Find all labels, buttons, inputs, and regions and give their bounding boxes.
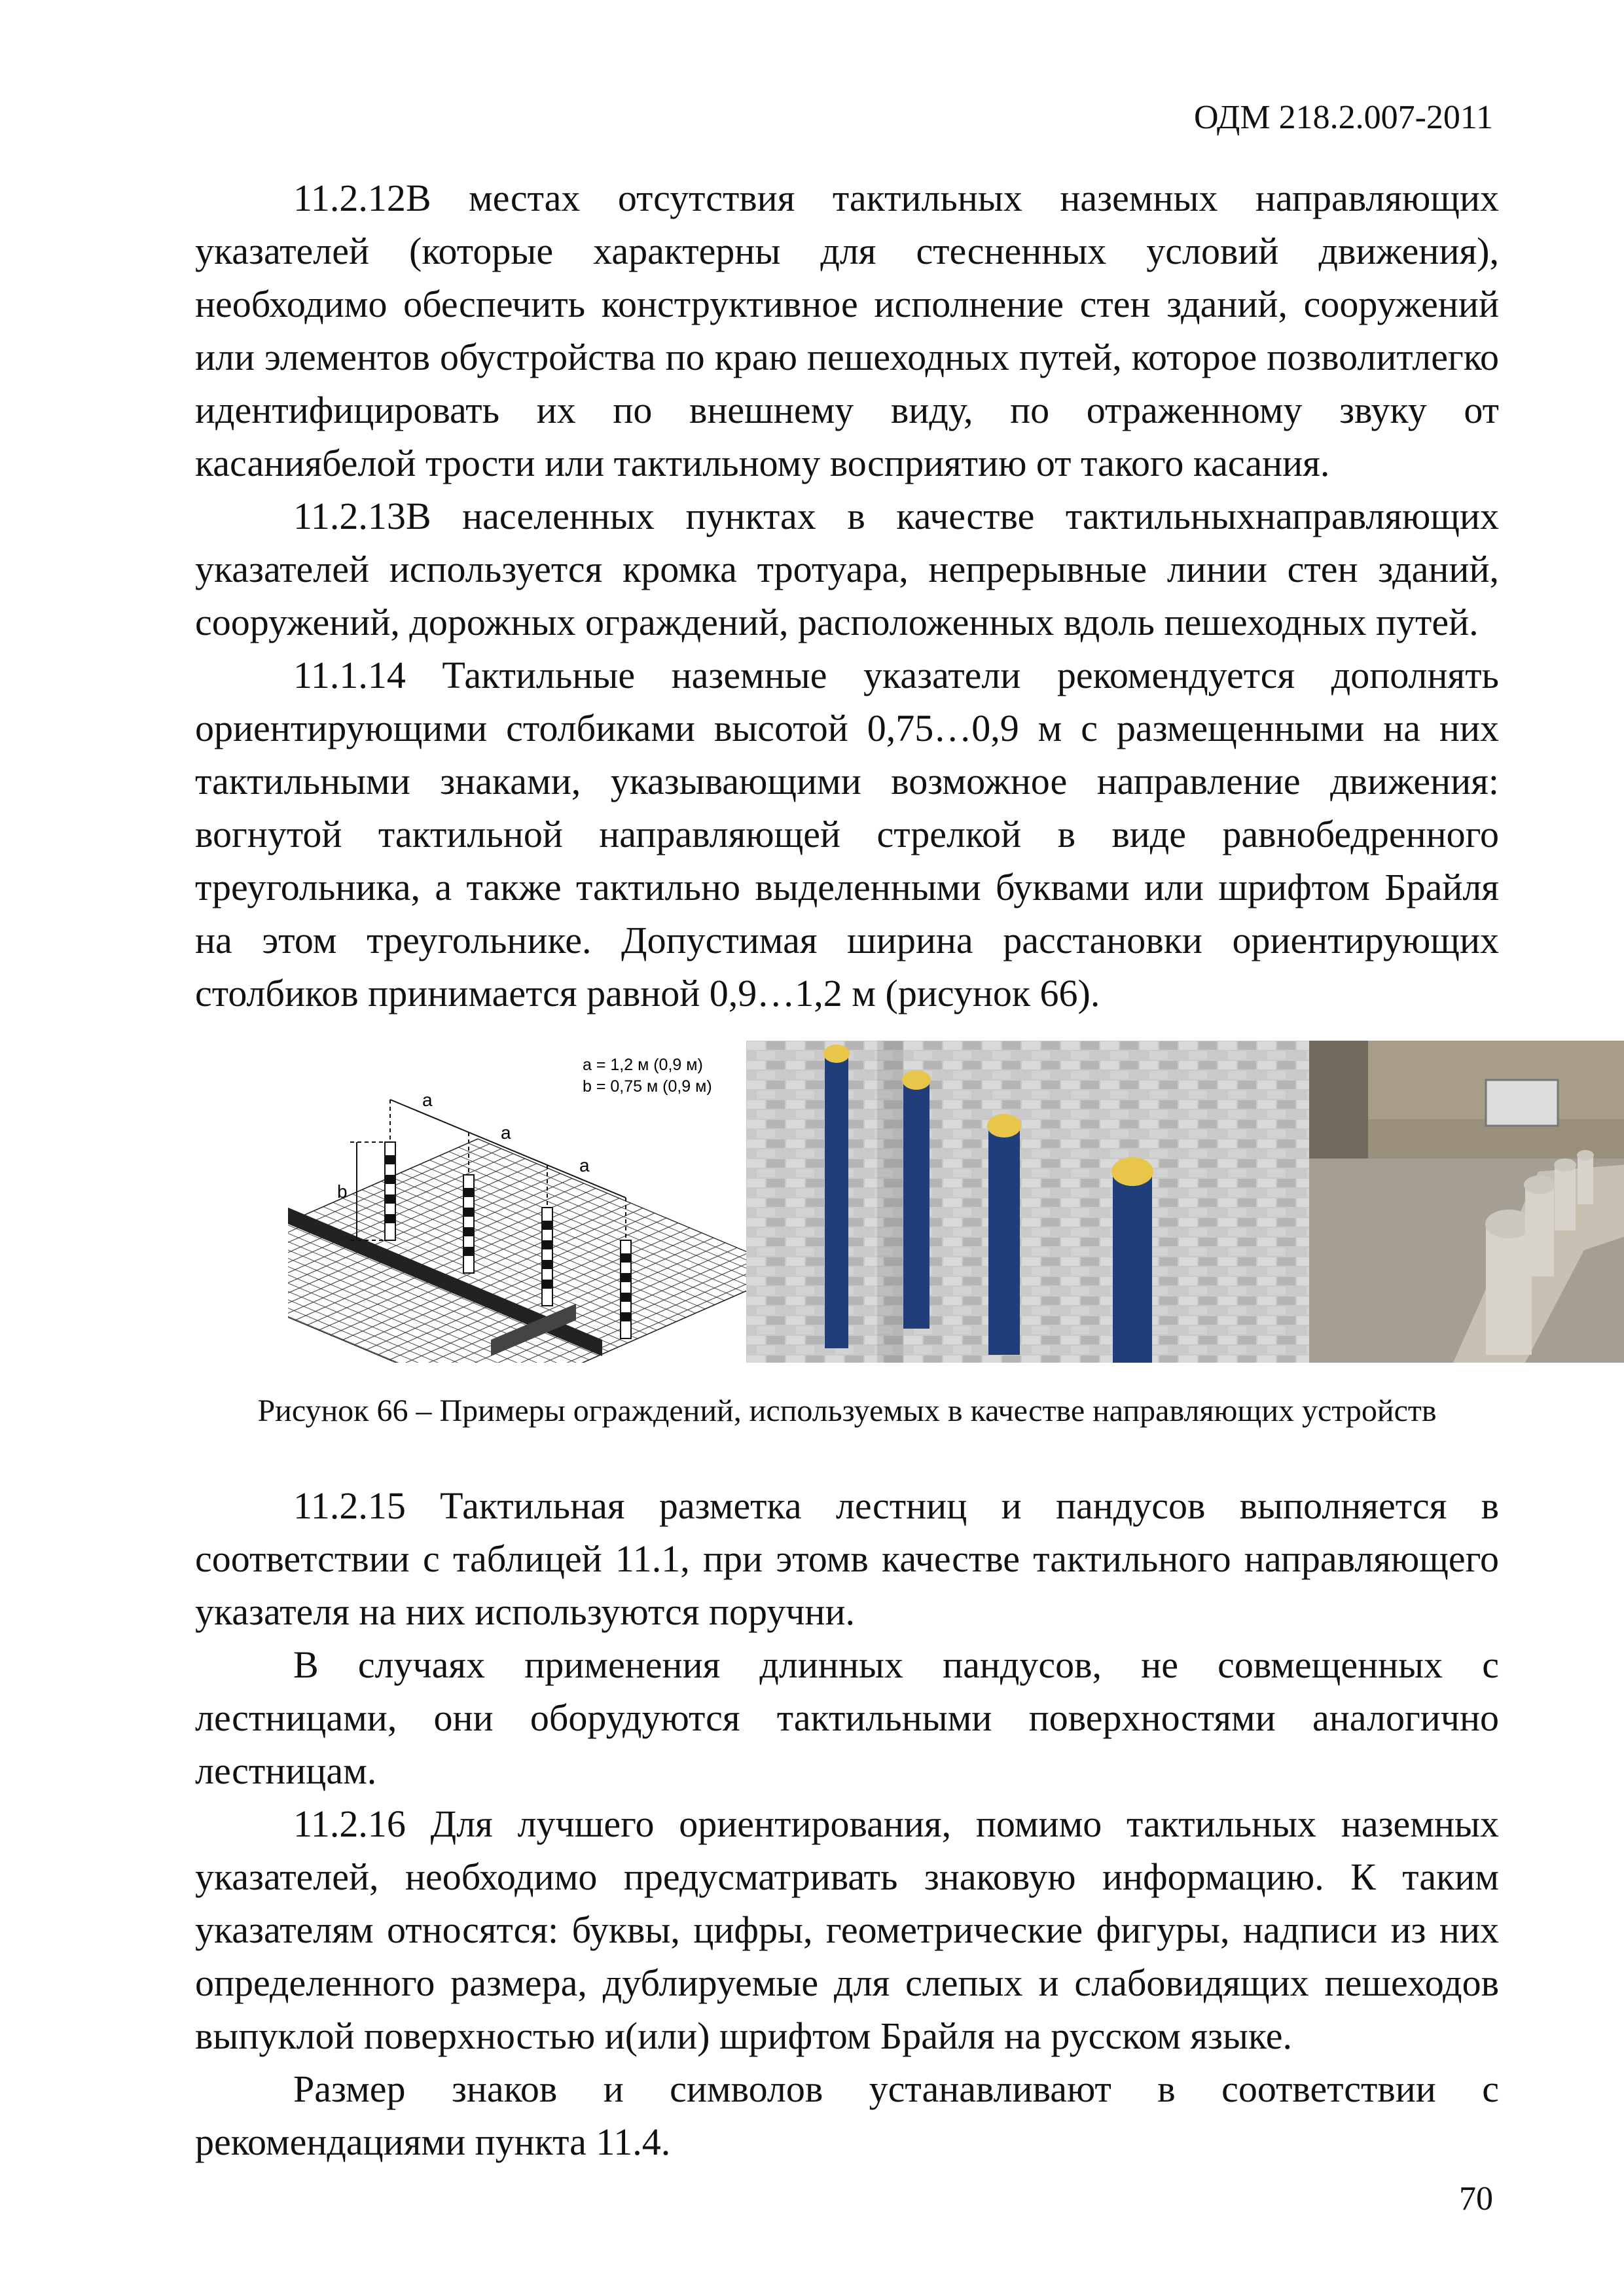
label-a-2: a bbox=[501, 1122, 511, 1143]
paragraph-sign-size: Размер знаков и символов устанавливают в соответствии с рекомендациями пункта 11.4. bbox=[195, 2068, 1499, 2163]
page-number: 70 bbox=[1459, 2180, 1493, 2217]
photo-blue-bollards bbox=[746, 1041, 1309, 1363]
document-code-header: ОДМ 218.2.007-2011 bbox=[1193, 99, 1493, 136]
bollard-1 bbox=[385, 1142, 395, 1240]
blue-bollard-2 bbox=[902, 1070, 931, 1329]
blue-bollard-4 bbox=[1111, 1157, 1153, 1363]
figure-66 bbox=[288, 1041, 1414, 1363]
paragraph-ramps: В случаях применения длинных пандусов, не совмещенных с лестницами, они оборудуются тактильными поверхностями аналогично лестницам. bbox=[195, 1643, 1499, 1792]
label-b: b bbox=[337, 1181, 348, 1202]
paragraph-11-1-14: 11.1.14 Тактильные наземные указатели рекомендуется дополнять ориентирующими столбиками высотой 0,75…0,9 м с размещенными на них тактильными знаками, указывающими возможное направление движения: вогнутой тактильной направляющей стрелкой в виде равнобедренного треугольника, а также тактильно выделенными буквами или шрифтом Брайля на этом треугольнике. Допустимая ширина расстановки ориентирующих столбиков принимается равной 0,9…1,2 м (рисунок 66). bbox=[195, 654, 1499, 1014]
paragraph-11-2-13: 11.2.13В населенных пунктах в качестве тактильныхнаправляющих указателей используется кромка тротуара, непрерывные линии стен зданий, сооружений, дорожных ограждений, расположенных вдоль пешеходных путей. bbox=[195, 495, 1499, 643]
blue-bollard-1 bbox=[823, 1045, 850, 1348]
bollard-4 bbox=[621, 1240, 631, 1338]
text-block-bottom bbox=[195, 1479, 1499, 2168]
paragraph-11-2-16: 11.2.16 Для лучшего ориентирования, помимо тактильных наземных указателей, необходимо предусматривать знаковую информацию. К таким указателям относятся: буквы, цифры, геометрические фигуры, надписи из них определенного размера, дублируемые для слепых и слабовидящих пешеходов выпуклой поверхностью и(или) шрифтом Брайля на русском языке. bbox=[195, 1803, 1499, 2057]
photo-concrete-bollards bbox=[1309, 1041, 1624, 1363]
concrete-bollard-2 bbox=[1524, 1175, 1555, 1276]
paragraph-11-2-15: 11.2.15 Тактильная разметка лестниц и пандусов выполняется в соответствии с таблицей 11.1, при этомв качестве тактильного направляющего указателя на них используются поручни. bbox=[195, 1484, 1499, 1633]
bollard-3 bbox=[542, 1208, 552, 1306]
legend-b: b = 0,75 м (0,9 м) bbox=[583, 1077, 712, 1096]
concrete-bollard-4 bbox=[1577, 1150, 1594, 1204]
concrete-bollard-3 bbox=[1554, 1158, 1576, 1230]
bollard-spacing-diagram bbox=[288, 1041, 746, 1363]
figure-caption: Рисунок 66 – Примеры ограждений, используемых в качестве направляющих устройств bbox=[257, 1393, 1437, 1428]
bollard-2 bbox=[463, 1175, 474, 1273]
label-a-3: a bbox=[579, 1155, 590, 1175]
legend-a: a = 1,2 м (0,9 м) bbox=[583, 1056, 703, 1074]
paragraph-11-2-12: 11.2.12В местах отсутствия тактильных наземных направляющих указателей (которые характерны для стесненных условий движения), необходимо обеспечить конструктивное исполнение стен зданий, сооружений или элементов обустройства по краю пешеходных путей, которое позволитлегко идентифицировать их по внешнему виду, по отраженному звуку от касаниябелой трости или тактильному восприятию от такого касания. bbox=[195, 177, 1499, 484]
blue-bollard-3 bbox=[987, 1114, 1021, 1355]
label-a-1: a bbox=[422, 1090, 433, 1110]
text-block-top bbox=[195, 171, 1499, 1020]
